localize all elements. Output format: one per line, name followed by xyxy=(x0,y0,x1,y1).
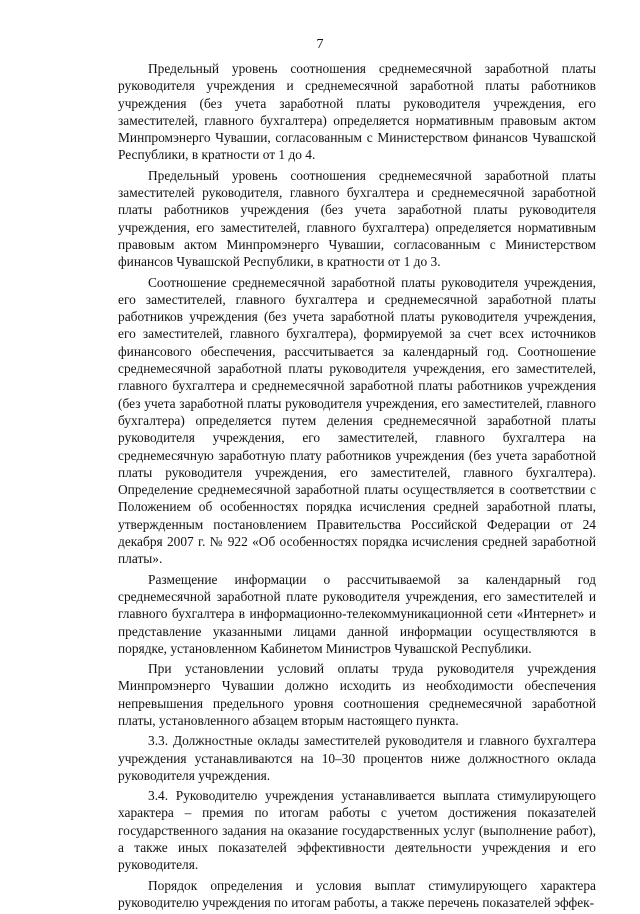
paragraph-salary-ratio-calculation: Соотношение среднемесячной заработной платы руководителя учреждения, его заместителей, главного бухгалтера и среднемесячной заработной платы работников учреждения (без учета заработной платы руководителя учреждения, его заместителей, главного бухгалтера), формируемой за счет всех источников финансового обеспечения, рассчитывается за календарный год. Соотношение среднемесячной заработной платы руководителя учреждения, его заместителей, главного бухгалтера и среднемесячной заработной платы работников учреждения (без учета заработной платы руководителя учреждения, его заместителей, главного бухгалтера) определяется путем деления среднемесячной заработной платы руководителя учреждения, его заместителей, главного бухгалтера на среднемесячную заработную плату работников учреждения (без учета заработной платы руководителя учреждения, его заместителей, главного бухгалтера). Определение среднемесячной заработной платы осуществляется в соответствии с Положением об особенностях порядка исчисления средней заработной платы, утвержденным постановлением Правительства Российской Федерации от 24 декабря 2007 г. № 922 «Об особенностях порядка исчисления средней заработной платы». xyxy=(118,274,596,567)
page-number: 7 xyxy=(316,37,324,52)
paragraph-salary-ratio-head: Предельный уровень соотношения среднемесячной заработной платы руководителя учреждения и среднемесячной заработной платы работников учреждения (без учета заработной платы руководителя учреждения, его заместителей, главного бухгалтера) определяется нормативным правовым актом Минпромэнерго Чувашии, согласованным с Министерством финансов Чувашской Республики, в кратности от 1 до 4. xyxy=(118,61,596,163)
paragraph-information-disclosure: Размещение информации о рассчитываемой за календарный год среднемесячной заработной плате руководителя учреждения, его заместителей и главного бухгалтера в информационно-телекоммуникационной сети «Интернет» и представление указанными лицами данной информации осуществляются в порядке, установленном Кабинетом Министров Чувашской Республики. xyxy=(118,571,596,656)
paragraph-3-4-bonus: 3.4. Руководителю учреждения устанавливается выплата стимулирующего характера – премия по итогам работы с учетом достижения показателей государственного задания на оказание государственных услуг (выполнение работ), а также иных показателей эффективности деятельности учреждения и его руководителя. xyxy=(118,788,596,873)
paragraph-3-3-deputy-salaries: 3.3. Должностные оклады заместителей руководителя и главного бухгалтера учреждения устанавливаются на 10–30 процентов ниже должностного оклада руководителя учреждения. xyxy=(118,733,596,783)
paragraph-pay-conditions: При установлении условий оплаты труда руководителя учреждения Минпромэнерго Чувашии должно исходить из необходимости обеспечения непревышения предельного уровня соотношения среднемесячной заработной платы, установленного абзацем вторым настоящего пункта. xyxy=(118,661,596,728)
paragraph-bonus-procedure: Порядок определения и условия выплат стимулирующего характера руководителю учреждения по итогам работы, а также перечень показателей эффек- xyxy=(118,877,596,910)
paragraph-salary-ratio-deputies: Предельный уровень соотношения среднемесячной заработной платы заместителей руководителя, главного бухгалтера и среднемесячной заработной платы работников учреждения (без учета заработной платы руководителя учреждения, его заместителей, главного бухгалтера) определяется нормативным правовым актом Минпромэнерго Чувашии, согласованным с Министерством финансов Чувашской Республики, в кратности от 1 до 3. xyxy=(118,167,596,270)
document-body xyxy=(118,60,596,914)
